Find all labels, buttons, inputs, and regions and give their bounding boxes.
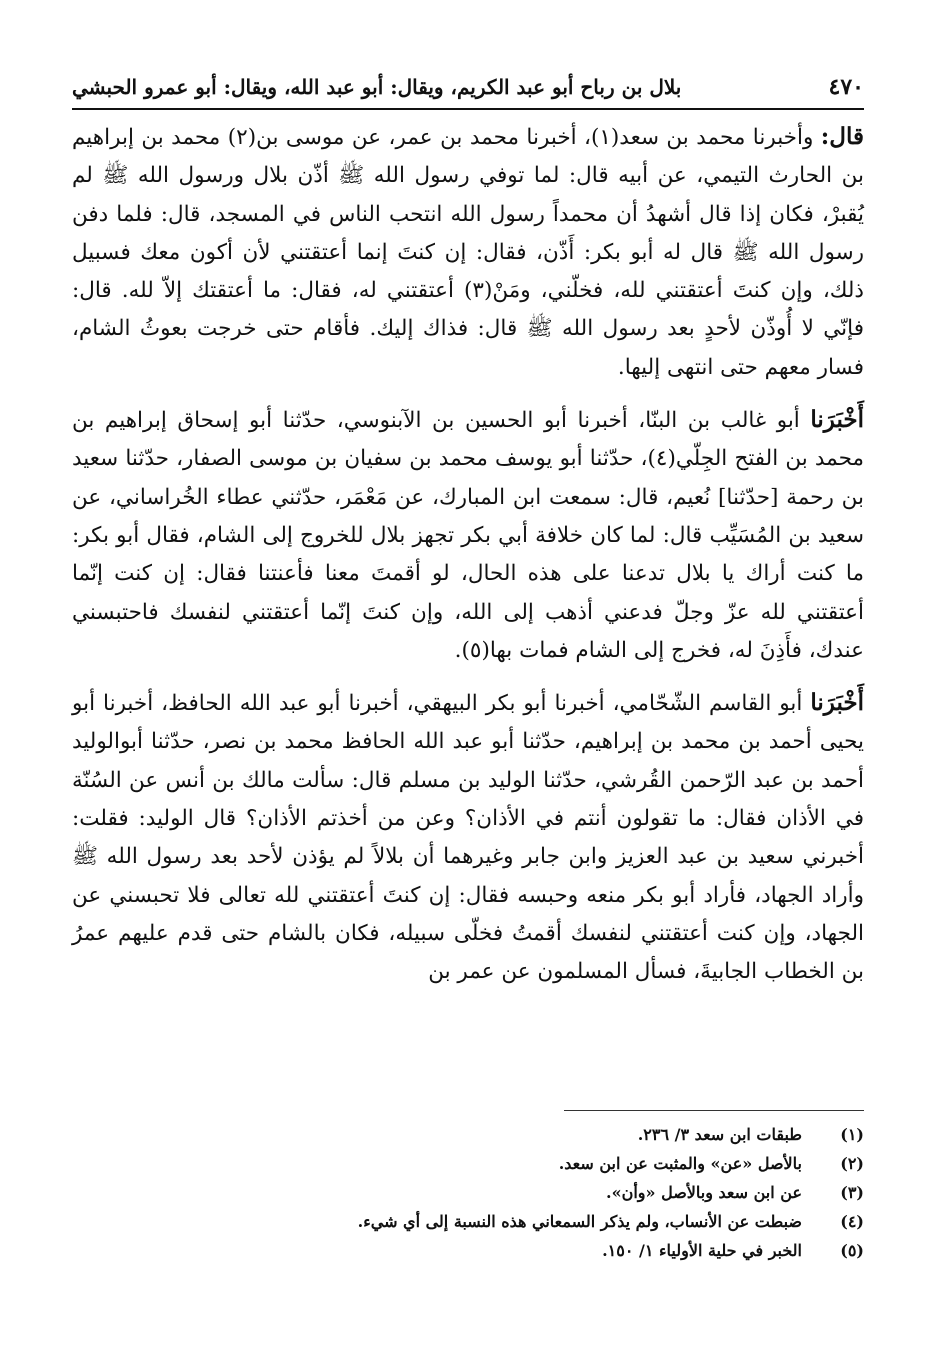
footnote-text: ضبطت عن الأنساب، ولم يذكر السمعاني هذه النسبة إلى أي شيء. [357,1212,802,1231]
running-title: بلال بن رباح أبو عبد الكريم، ويقال: أبو عبد الله، ويقال: أبو عمرو الحبشي [72,75,682,99]
page-header [72,72,864,102]
footnote-number: (٥) [840,1241,864,1260]
footnote-number: (١) [840,1125,864,1144]
paragraph-lead: أَخْبَرَنا [810,406,864,434]
footnote-5 [72,1236,864,1265]
footnote-number: (٢) [840,1154,864,1173]
footnote-text: طبقات ابن سعد ٣/ ٢٣٦. [637,1125,802,1144]
footnotes [72,1120,864,1265]
paragraph-lead: قال: [820,123,865,150]
paragraph-text: أبو غالب بن البنّا، أخبرنا أبو الحسين بن الآبنوسي، حدّثنا أبو إسحاق إبراهيم بن محمد بن الفتح الجِلّي(٤)، حدّثنا أبو يوسف محمد بن سفيان بن موسى الصفار، حدّثنا سعيد بن رحمة [حدّثنا] نُعيم، قال: سمعت ابن المبارك، عن مَعْمَر، حدّثني عطاء الخُراساني، عن سعيد بن المُسَيِّب قال: لما كان خلافة أبي بكر تجهز بلال للخروج إلى الشام، فقال أبو بكر: ما كنت أراك يا بلال تدعنا على هذه الحال، لو أقمتَ معنا فأعنتنا فقال: إن كنت إنّما أعتقتني لله عزّ وجلّ فدعني أذهب إلى الله، وإن كنتَ إنّما أعتقتني لنفسك فاحتبسني عندك، فأَذِنَ له، فخرج إلى الشام فمات بها(٥). [72,408,864,663]
page-number: ٤٧٠ [828,74,864,100]
footnote-text: عن ابن سعد وبالأصل «وأن». [606,1183,802,1202]
footnote-1 [72,1120,864,1149]
footnote-number: (٤) [840,1212,864,1231]
footnote-number: (٣) [840,1183,864,1202]
paragraph-lead: أَخْبَرَنا [810,689,864,717]
footnote-3 [72,1178,864,1207]
paragraph-text: وأخبرنا محمد بن سعد(١)، أخبرنا محمد بن عمر، عن موسى بن(٢) محمد بن إبراهيم بن الحارث التيمي، عن أبيه قال: لما توفي رسول الله ﷺ أذّن بلال ورسول الله ﷺ لم يُقبرْ، فكان إذا قال أشهدُ أن محمداً رسول الله انتحب الناس في المسجد، قال: فلما دفن رسول الله ﷺ قال له أبو بكر: أَذّن، فقال: إن كنتَ إنما أعتقتني لأن أكون معك فسبيل ذلك، وإن كنتَ أعتقتني لله، فخلّني، ومَنْ(٣) أعتقتني له، فقال: ما أعتقتك إلاّ لله. قال: فإنّي لا أُوذّن لأحدٍ بعد رسول الله ﷺ قال: فذاك إليك. فأقام حتى خرجت بعوثُ الشام، فسار معهم حتى انتهى إليها. [72,125,864,380]
footnote-2 [72,1149,864,1178]
paragraph-1 [72,118,864,387]
paragraph-2 [72,401,864,670]
footnote-text: بالأصل «عن» والمثبت عن ابن سعد. [558,1154,802,1173]
footnote-4 [72,1207,864,1236]
footnote-rule [564,1110,864,1111]
paragraph-3 [72,684,864,991]
header-rule [72,108,864,110]
footnote-text: الخبر في حلية الأولياء ١/ ١٥٠. [602,1241,802,1260]
paragraph-text: أبو القاسم الشّحّامي، أخبرنا أبو بكر البيهقي، أخبرنا أبو عبد الله الحافظ، أخبرنا أبو يحيى أحمد بن محمد بن إبراهيم، حدّثنا أبو عبد الله الحافظ محمد بن نصر، حدّثنا أبوالوليد أحمد بن عبد الرّحمن القُرشي، حدّثنا الوليد بن مسلم قال: سألت مالك بن أنس عن السُنّة في الأذان فقال: ما تقولون أنتم في الأذان؟ وعن من أخذتم الأذان؟ قال الوليد: فقلت: أخبرني سعيد بن عبد العزيز وابن جابر وغيرهما أن بلالاً لم يؤذن لأحد بعد رسول الله ﷺ وأراد الجهاد، فأراد أبو بكر منعه وحبسه فقال: إن كنتَ أعتقتني لله تعالى فلا تحبسني عن الجهاد، وإن كنت أعتقتني لنفسك أقمتُ فخلّى سبيله، فكان بالشام حتى قدم عليهم عمرُ بن الخطاب الجابيةَ، فسأل المسلمون عن عمر بن [72,691,864,985]
main-text [72,118,864,1006]
